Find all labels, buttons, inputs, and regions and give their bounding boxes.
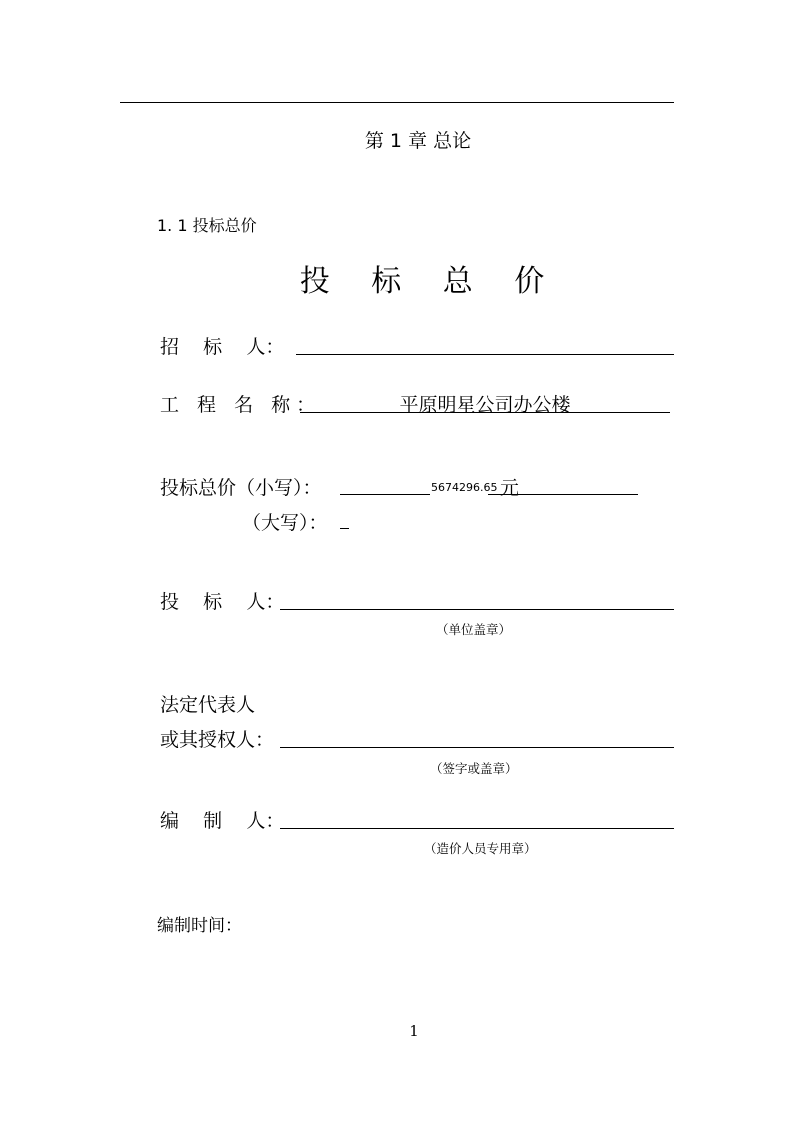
legal-rep-label-line2: 或其授权人：: [160, 729, 275, 751]
form-title: 投 标 总 价: [299, 264, 561, 299]
page-number: 1: [409, 1022, 419, 1040]
project-name-value: 平原明星公司办公楼: [399, 394, 571, 416]
total-price-upper-line: [340, 528, 349, 529]
project-name-line: [300, 412, 670, 413]
legal-rep-line: [280, 747, 674, 748]
bidder-label: 投 标 人：: [160, 591, 285, 613]
total-price-lower-value: 5674296.65: [431, 481, 498, 494]
bidder-line: [280, 609, 674, 610]
total-price-lower-label: 投标总价（小写）：: [160, 477, 322, 499]
total-price-upper-label: （大写）：: [242, 512, 328, 534]
total-price-unit: 元: [500, 477, 520, 499]
project-name-label: 工 程 名 称：: [160, 394, 322, 416]
chapter-title: 第 1 章 总论: [364, 130, 472, 152]
tenderer-line: [296, 354, 674, 355]
total-price-lead-line: [340, 494, 430, 495]
compiler-label: 编 制 人：: [160, 810, 285, 832]
bidder-caption: （单位盖章）: [436, 622, 512, 637]
section-heading: 1. 1 投标总价: [157, 216, 257, 235]
legal-rep-label-line1: 法定代表人: [160, 694, 256, 716]
compiler-line: [280, 828, 674, 829]
header-rule: [120, 102, 674, 103]
legal-rep-caption: （签字或盖章）: [430, 761, 518, 776]
compiler-caption: （造价人员专用章）: [424, 841, 537, 856]
tenderer-label: 招 标 人：: [160, 336, 285, 358]
compile-time-label: 编制时间：: [157, 916, 242, 936]
